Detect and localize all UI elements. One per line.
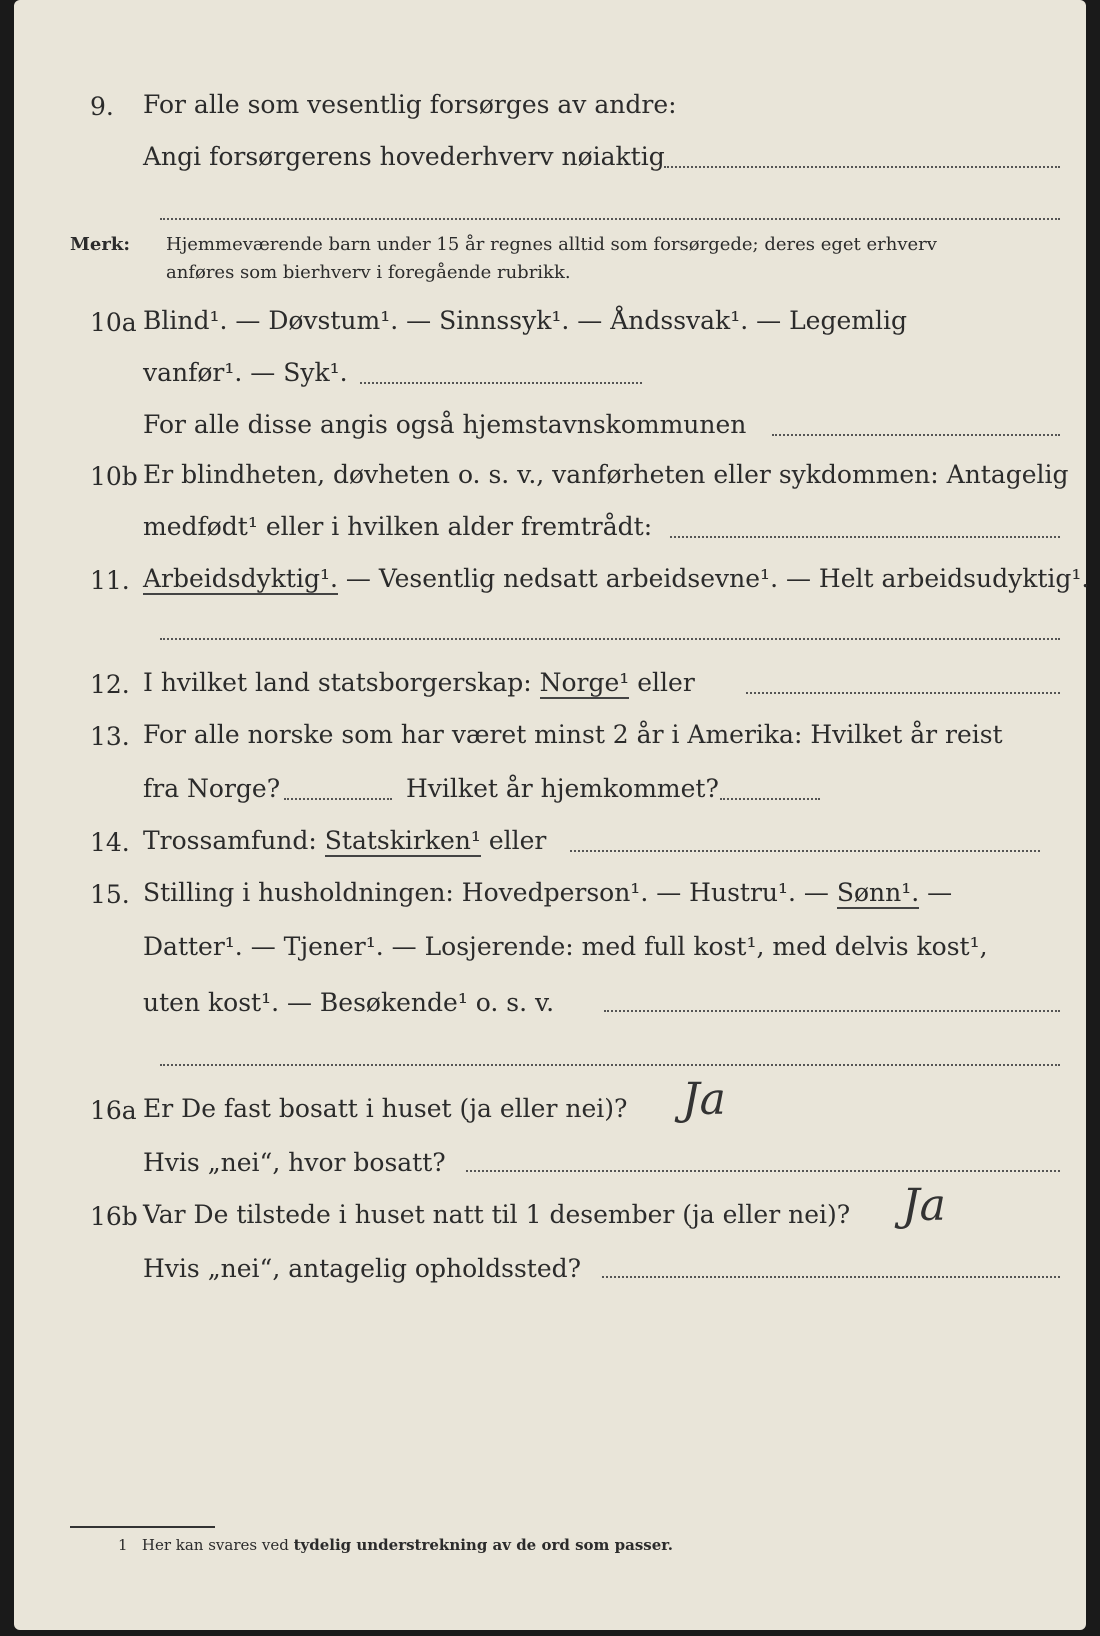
question-16a-line1: Er De fast bosatt i huset (ja eller nei)? xyxy=(143,1094,628,1123)
footnote-rule xyxy=(70,1526,215,1528)
answer-line-13-reist[interactable] xyxy=(284,798,392,800)
note-line2: anføres som bierhverv i foregående rubrikk. xyxy=(166,262,571,283)
question-10a-line3: For alle disse angis også hjemstavnskommunen xyxy=(143,410,747,439)
question-10b-number: 10b xyxy=(90,462,138,491)
question-11-rest: — Vesentlig nedsatt arbeidsevne¹. — Helt arbeidsudyktig¹. xyxy=(337,564,1090,593)
footnote-text-a: Her kan svares ved xyxy=(141,1536,294,1554)
question-14-line xyxy=(143,826,546,856)
question-12-number: 12. xyxy=(90,670,130,699)
question-10a-line1: Blind¹. — Døvstum¹. — Sinnssyk¹. — Åndssvak¹. — Legemlig xyxy=(143,306,907,335)
question-14-post: eller xyxy=(480,826,547,855)
answer-line-11[interactable] xyxy=(160,638,1060,640)
question-9-number: 9. xyxy=(90,92,114,121)
question-15-line1a: Stilling i husholdningen: Hovedperson¹. — Hustru¹. — xyxy=(143,878,837,907)
question-15-line1 xyxy=(143,878,952,908)
handwritten-answer-16b: Ja xyxy=(902,1180,946,1231)
question-10a-number: 10a xyxy=(90,308,137,337)
note-line1: Hjemmeværende barn under 15 år regnes alltid som forsørgede; deres eget erhverv xyxy=(166,234,937,255)
question-11-number: 11. xyxy=(90,566,130,595)
question-13-line2b: Hvilket år hjemkommet? xyxy=(406,774,719,803)
answer-line-9b[interactable] xyxy=(160,218,1060,220)
option-sonn-underlined: Sønn¹. xyxy=(836,878,920,907)
footnote-mark: 1 xyxy=(118,1536,128,1554)
question-16a-line2: Hvis „nei“, hvor bosatt? xyxy=(143,1148,446,1177)
question-14-pre: Trossamfund: xyxy=(143,826,325,855)
answer-line-10a-syk[interactable] xyxy=(360,382,642,384)
option-statskirken-underlined: Statskirken¹ xyxy=(324,826,481,855)
question-9-line1: For alle som vesentlig forsørges av andre: xyxy=(143,90,677,119)
answer-line-16b[interactable] xyxy=(602,1276,1060,1278)
answer-line-9a[interactable] xyxy=(664,166,1060,168)
question-12-line xyxy=(143,668,695,698)
answer-line-14[interactable] xyxy=(570,850,1040,852)
answer-line-10b[interactable] xyxy=(670,536,1060,538)
question-13-line1: For alle norske som har været minst 2 år i Amerika: Hvilket år reist xyxy=(143,720,1003,749)
question-15-line3: uten kost¹. — Besøkende¹ o. s. v. xyxy=(143,988,555,1017)
question-13-number: 13. xyxy=(90,722,130,751)
answer-line-16a[interactable] xyxy=(466,1170,1060,1172)
question-16b-line1: Var De tilstede i huset natt til 1 desember (ja eller nei)? xyxy=(143,1200,851,1229)
question-12-post: eller xyxy=(629,668,695,697)
question-10b-line2: medfødt¹ eller i hvilken alder fremtrådt: xyxy=(143,512,653,541)
footnote xyxy=(118,1536,673,1554)
handwritten-answer-16a: Ja xyxy=(682,1074,726,1125)
question-10a-line2: vanfør¹. — Syk¹. xyxy=(143,358,348,387)
question-16b-number: 16b xyxy=(90,1202,138,1231)
question-13-line2a: fra Norge? xyxy=(143,774,281,803)
answer-line-12[interactable] xyxy=(746,692,1060,694)
question-15-line2: Datter¹. — Tjener¹. — Losjerende: med full kost¹, med delvis kost¹, xyxy=(143,932,988,961)
question-12-pre: I hvilket land statsborgerskap: xyxy=(143,668,540,697)
question-11-line xyxy=(143,564,1089,594)
answer-line-15b[interactable] xyxy=(160,1064,1060,1066)
footnote-text-b: tydelig understrekning av de ord som passer. xyxy=(293,1536,674,1554)
answer-line-15a[interactable] xyxy=(604,1010,1060,1012)
question-15-number: 15. xyxy=(90,880,130,909)
census-form-page xyxy=(14,0,1090,1630)
note-label: Merk: xyxy=(70,234,130,255)
question-14-number: 14. xyxy=(90,828,130,857)
question-9-line2: Angi forsørgerens hovederhverv nøiaktig xyxy=(143,142,665,171)
question-10b-line1: Er blindheten, døvheten o. s. v., vanførheten eller sykdommen: Antagelig xyxy=(143,460,1069,489)
question-16b-line2: Hvis „nei“, antagelig opholdssted? xyxy=(143,1254,582,1283)
option-arbeidsdyktig-underlined: Arbeidsdyktig¹. xyxy=(143,564,338,593)
question-16a-number: 16a xyxy=(90,1096,137,1125)
answer-line-13-hjemkommet[interactable] xyxy=(720,798,820,800)
option-norge-underlined: Norge¹ xyxy=(539,668,630,697)
question-15-line1b: — xyxy=(919,878,953,907)
answer-line-10a-kommune[interactable] xyxy=(772,434,1060,436)
